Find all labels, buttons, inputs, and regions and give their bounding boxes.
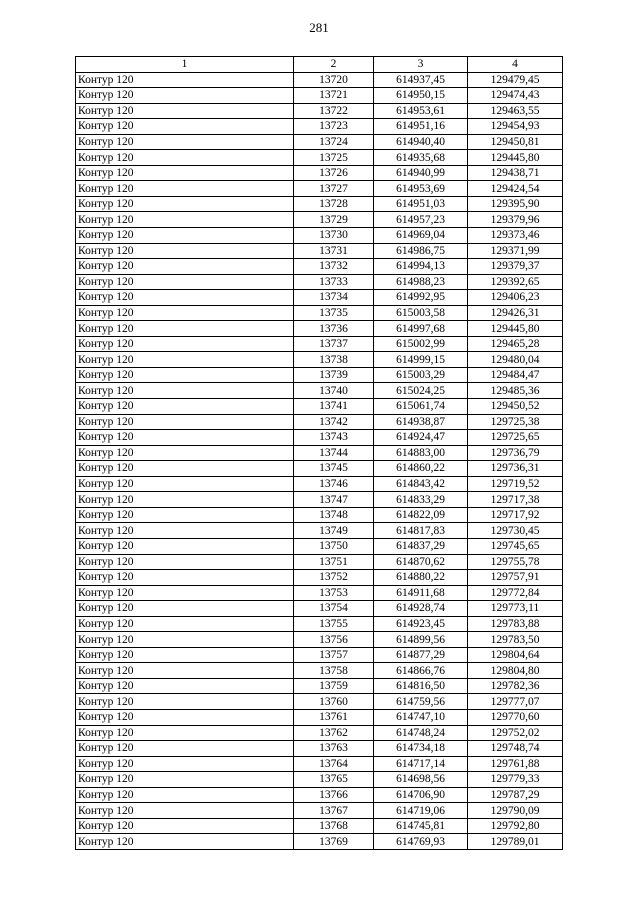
x-coordinate-cell: 614698,56 (374, 772, 468, 788)
contour-name-cell: Контур 120 (76, 554, 294, 570)
x-coordinate-cell: 614928,74 (374, 601, 468, 617)
point-number-cell: 13755 (294, 616, 374, 632)
point-number-cell: 13736 (294, 321, 374, 337)
point-number-cell: 13752 (294, 570, 374, 586)
y-coordinate-cell: 129789,01 (468, 834, 563, 850)
y-coordinate-cell: 129438,71 (468, 165, 563, 181)
point-number-cell: 13748 (294, 507, 374, 523)
column-header: 4 (468, 57, 563, 73)
contour-name-cell: Контур 120 (76, 725, 294, 741)
contour-name-cell: Контур 120 (76, 834, 294, 850)
contour-name-cell: Контур 120 (76, 399, 294, 415)
y-coordinate-cell: 129484,47 (468, 367, 563, 383)
column-header: 1 (76, 57, 294, 73)
table-row (76, 461, 563, 477)
point-number-cell: 13745 (294, 461, 374, 477)
point-number-cell: 13727 (294, 181, 374, 197)
table-row (76, 367, 563, 383)
x-coordinate-cell: 614923,45 (374, 616, 468, 632)
table-row (76, 274, 563, 290)
x-coordinate-cell: 615002,99 (374, 336, 468, 352)
point-number-cell: 13744 (294, 445, 374, 461)
table-row (76, 523, 563, 539)
point-number-cell: 13722 (294, 103, 374, 119)
contour-name-cell: Контур 120 (76, 616, 294, 632)
point-number-cell: 13757 (294, 647, 374, 663)
y-coordinate-cell: 129717,92 (468, 507, 563, 523)
table-row (76, 445, 563, 461)
table-row (76, 103, 563, 119)
x-coordinate-cell: 615003,58 (374, 305, 468, 321)
table-row (76, 243, 563, 259)
table-row (76, 336, 563, 352)
x-coordinate-cell: 614706,90 (374, 787, 468, 803)
point-number-cell: 13768 (294, 818, 374, 834)
y-coordinate-cell: 129392,65 (468, 274, 563, 290)
point-number-cell: 13763 (294, 741, 374, 757)
table-row (76, 228, 563, 244)
point-number-cell: 13747 (294, 492, 374, 508)
y-coordinate-cell: 129445,80 (468, 150, 563, 166)
x-coordinate-cell: 614992,95 (374, 290, 468, 306)
contour-name-cell: Контур 120 (76, 570, 294, 586)
y-coordinate-cell: 129787,29 (468, 787, 563, 803)
table-row (76, 196, 563, 212)
contour-name-cell: Контур 120 (76, 72, 294, 88)
x-coordinate-cell: 614957,23 (374, 212, 468, 228)
contour-name-cell: Контур 120 (76, 228, 294, 244)
contour-name-cell: Контур 120 (76, 647, 294, 663)
y-coordinate-cell: 129373,46 (468, 228, 563, 244)
x-coordinate-cell: 614969,04 (374, 228, 468, 244)
y-coordinate-cell: 129757,91 (468, 570, 563, 586)
contour-name-cell: Контур 120 (76, 336, 294, 352)
contour-name-cell: Контур 120 (76, 601, 294, 617)
contour-name-cell: Контур 120 (76, 818, 294, 834)
y-coordinate-cell: 129725,38 (468, 414, 563, 430)
contour-name-cell: Контур 120 (76, 212, 294, 228)
page-number: 281 (309, 20, 329, 35)
table-row (76, 818, 563, 834)
x-coordinate-cell: 614719,06 (374, 803, 468, 819)
y-coordinate-cell: 129719,52 (468, 476, 563, 492)
contour-name-cell: Контур 120 (76, 694, 294, 710)
x-coordinate-cell: 614994,13 (374, 259, 468, 275)
y-coordinate-cell: 129474,43 (468, 88, 563, 104)
table-row (76, 476, 563, 492)
x-coordinate-cell: 614940,40 (374, 134, 468, 150)
point-number-cell: 13734 (294, 290, 374, 306)
point-number-cell: 13739 (294, 367, 374, 383)
x-coordinate-cell: 614953,69 (374, 181, 468, 197)
table-row (76, 570, 563, 586)
y-coordinate-cell: 129395,90 (468, 196, 563, 212)
contour-name-cell: Контур 120 (76, 476, 294, 492)
contour-name-cell: Контур 120 (76, 741, 294, 757)
point-number-cell: 13723 (294, 119, 374, 135)
point-number-cell: 13741 (294, 399, 374, 415)
point-number-cell: 13754 (294, 601, 374, 617)
x-coordinate-cell: 614822,09 (374, 507, 468, 523)
contour-name-cell: Контур 120 (76, 632, 294, 648)
point-number-cell: 13760 (294, 694, 374, 710)
y-coordinate-cell: 129792,80 (468, 818, 563, 834)
point-number-cell: 13733 (294, 274, 374, 290)
point-number-cell: 13766 (294, 787, 374, 803)
contour-name-cell: Контур 120 (76, 165, 294, 181)
table-row (76, 694, 563, 710)
point-number-cell: 13724 (294, 134, 374, 150)
x-coordinate-cell: 614951,16 (374, 119, 468, 135)
contour-name-cell: Контур 120 (76, 507, 294, 523)
contour-name-cell: Контур 120 (76, 290, 294, 306)
contour-name-cell: Контур 120 (76, 461, 294, 477)
contour-name-cell: Контур 120 (76, 134, 294, 150)
coordinates-table (75, 56, 563, 850)
x-coordinate-cell: 614988,23 (374, 274, 468, 290)
point-number-cell: 13753 (294, 585, 374, 601)
y-coordinate-cell: 129379,37 (468, 259, 563, 275)
table-row (76, 834, 563, 850)
point-number-cell: 13759 (294, 678, 374, 694)
contour-name-cell: Контур 120 (76, 414, 294, 430)
table-row (76, 725, 563, 741)
contour-name-cell: Контур 120 (76, 756, 294, 772)
x-coordinate-cell: 614938,87 (374, 414, 468, 430)
table-row (76, 492, 563, 508)
y-coordinate-cell: 129804,80 (468, 663, 563, 679)
contour-name-cell: Контур 120 (76, 663, 294, 679)
x-coordinate-cell: 614951,03 (374, 196, 468, 212)
y-coordinate-cell: 129736,31 (468, 461, 563, 477)
point-number-cell: 13761 (294, 709, 374, 725)
contour-name-cell: Контур 120 (76, 678, 294, 694)
contour-name-cell: Контур 120 (76, 181, 294, 197)
table-body (76, 72, 563, 849)
y-coordinate-cell: 129777,07 (468, 694, 563, 710)
contour-name-cell: Контур 120 (76, 352, 294, 368)
x-coordinate-cell: 615061,74 (374, 399, 468, 415)
table-row (76, 305, 563, 321)
contour-name-cell: Контур 120 (76, 259, 294, 275)
contour-name-cell: Контур 120 (76, 803, 294, 819)
point-number-cell: 13746 (294, 476, 374, 492)
x-coordinate-cell: 614747,10 (374, 709, 468, 725)
point-number-cell: 13764 (294, 756, 374, 772)
y-coordinate-cell: 129725,65 (468, 430, 563, 446)
contour-name-cell: Контур 120 (76, 321, 294, 337)
x-coordinate-cell: 615003,29 (374, 367, 468, 383)
contour-name-cell: Контур 120 (76, 103, 294, 119)
y-coordinate-cell: 129752,02 (468, 725, 563, 741)
table-row (76, 585, 563, 601)
contour-name-cell: Контур 120 (76, 150, 294, 166)
x-coordinate-cell: 614843,42 (374, 476, 468, 492)
y-coordinate-cell: 129717,38 (468, 492, 563, 508)
table-row (76, 538, 563, 554)
contour-name-cell: Контур 120 (76, 243, 294, 259)
x-coordinate-cell: 614769,93 (374, 834, 468, 850)
table-row (76, 647, 563, 663)
point-number-cell: 13725 (294, 150, 374, 166)
table-header-row (76, 57, 563, 73)
table-row (76, 181, 563, 197)
x-coordinate-cell: 615024,25 (374, 383, 468, 399)
table-row (76, 616, 563, 632)
y-coordinate-cell: 129450,52 (468, 399, 563, 415)
point-number-cell: 13758 (294, 663, 374, 679)
y-coordinate-cell: 129804,64 (468, 647, 563, 663)
x-coordinate-cell: 614911,68 (374, 585, 468, 601)
point-number-cell: 13742 (294, 414, 374, 430)
y-coordinate-cell: 129770,60 (468, 709, 563, 725)
table-row (76, 134, 563, 150)
y-coordinate-cell: 129783,88 (468, 616, 563, 632)
point-number-cell: 13765 (294, 772, 374, 788)
y-coordinate-cell: 129371,99 (468, 243, 563, 259)
point-number-cell: 13751 (294, 554, 374, 570)
y-coordinate-cell: 129454,93 (468, 119, 563, 135)
table-row (76, 212, 563, 228)
contour-name-cell: Контур 120 (76, 538, 294, 554)
y-coordinate-cell: 129779,33 (468, 772, 563, 788)
x-coordinate-cell: 614745,81 (374, 818, 468, 834)
point-number-cell: 13756 (294, 632, 374, 648)
x-coordinate-cell: 614950,15 (374, 88, 468, 104)
contour-name-cell: Контур 120 (76, 367, 294, 383)
table-row (76, 165, 563, 181)
y-coordinate-cell: 129782,36 (468, 678, 563, 694)
table-row (76, 554, 563, 570)
y-coordinate-cell: 129748,74 (468, 741, 563, 757)
x-coordinate-cell: 614817,83 (374, 523, 468, 539)
point-number-cell: 13721 (294, 88, 374, 104)
point-number-cell: 13729 (294, 212, 374, 228)
x-coordinate-cell: 614877,29 (374, 647, 468, 663)
y-coordinate-cell: 129424,54 (468, 181, 563, 197)
x-coordinate-cell: 614860,22 (374, 461, 468, 477)
contour-name-cell: Контур 120 (76, 709, 294, 725)
y-coordinate-cell: 129445,80 (468, 321, 563, 337)
table-row (76, 507, 563, 523)
x-coordinate-cell: 614935,68 (374, 150, 468, 166)
y-coordinate-cell: 129790,09 (468, 803, 563, 819)
table-row (76, 414, 563, 430)
column-header: 2 (294, 57, 374, 73)
y-coordinate-cell: 129730,45 (468, 523, 563, 539)
table-row (76, 741, 563, 757)
table-row (76, 72, 563, 88)
x-coordinate-cell: 614816,50 (374, 678, 468, 694)
x-coordinate-cell: 614748,24 (374, 725, 468, 741)
table-row (76, 321, 563, 337)
x-coordinate-cell: 614866,76 (374, 663, 468, 679)
point-number-cell: 13737 (294, 336, 374, 352)
table-row (76, 663, 563, 679)
table-row (76, 787, 563, 803)
y-coordinate-cell: 129479,45 (468, 72, 563, 88)
column-header: 3 (374, 57, 468, 73)
point-number-cell: 13738 (294, 352, 374, 368)
y-coordinate-cell: 129465,28 (468, 336, 563, 352)
contour-name-cell: Контур 120 (76, 492, 294, 508)
table-row (76, 150, 563, 166)
table-row (76, 399, 563, 415)
contour-name-cell: Контур 120 (76, 119, 294, 135)
contour-name-cell: Контур 120 (76, 523, 294, 539)
table-row (76, 632, 563, 648)
contour-name-cell: Контур 120 (76, 274, 294, 290)
point-number-cell: 13730 (294, 228, 374, 244)
point-number-cell: 13750 (294, 538, 374, 554)
point-number-cell: 13767 (294, 803, 374, 819)
point-number-cell: 13740 (294, 383, 374, 399)
table-row (76, 756, 563, 772)
y-coordinate-cell: 129480,04 (468, 352, 563, 368)
x-coordinate-cell: 614870,62 (374, 554, 468, 570)
y-coordinate-cell: 129761,88 (468, 756, 563, 772)
x-coordinate-cell: 614999,15 (374, 352, 468, 368)
x-coordinate-cell: 614883,00 (374, 445, 468, 461)
x-coordinate-cell: 614717,14 (374, 756, 468, 772)
table-row (76, 352, 563, 368)
y-coordinate-cell: 129755,78 (468, 554, 563, 570)
table-row (76, 88, 563, 104)
point-number-cell: 13769 (294, 834, 374, 850)
contour-name-cell: Контур 120 (76, 772, 294, 788)
point-number-cell: 13732 (294, 259, 374, 275)
y-coordinate-cell: 129773,11 (468, 601, 563, 617)
point-number-cell: 13762 (294, 725, 374, 741)
table-row (76, 803, 563, 819)
x-coordinate-cell: 614880,22 (374, 570, 468, 586)
table-row (76, 678, 563, 694)
point-number-cell: 13726 (294, 165, 374, 181)
contour-name-cell: Контур 120 (76, 430, 294, 446)
point-number-cell: 13720 (294, 72, 374, 88)
y-coordinate-cell: 129379,96 (468, 212, 563, 228)
x-coordinate-cell: 614924,47 (374, 430, 468, 446)
table-row (76, 119, 563, 135)
table-row (76, 259, 563, 275)
x-coordinate-cell: 614937,45 (374, 72, 468, 88)
table-row (76, 709, 563, 725)
y-coordinate-cell: 129745,65 (468, 538, 563, 554)
y-coordinate-cell: 129783,50 (468, 632, 563, 648)
x-coordinate-cell: 614986,75 (374, 243, 468, 259)
contour-name-cell: Контур 120 (76, 585, 294, 601)
x-coordinate-cell: 614734,18 (374, 741, 468, 757)
contour-name-cell: Контур 120 (76, 88, 294, 104)
contour-name-cell: Контур 120 (76, 196, 294, 212)
table-row (76, 290, 563, 306)
point-number-cell: 13749 (294, 523, 374, 539)
table-row (76, 430, 563, 446)
table-row (76, 383, 563, 399)
y-coordinate-cell: 129463,55 (468, 103, 563, 119)
y-coordinate-cell: 129450,81 (468, 134, 563, 150)
contour-name-cell: Контур 120 (76, 445, 294, 461)
y-coordinate-cell: 129736,79 (468, 445, 563, 461)
x-coordinate-cell: 614940,99 (374, 165, 468, 181)
y-coordinate-cell: 129406,23 (468, 290, 563, 306)
point-number-cell: 13728 (294, 196, 374, 212)
x-coordinate-cell: 614833,29 (374, 492, 468, 508)
x-coordinate-cell: 614953,61 (374, 103, 468, 119)
y-coordinate-cell: 129485,36 (468, 383, 563, 399)
table-row (76, 601, 563, 617)
contour-name-cell: Контур 120 (76, 305, 294, 321)
table-row (76, 772, 563, 788)
contour-name-cell: Контур 120 (76, 383, 294, 399)
y-coordinate-cell: 129426,31 (468, 305, 563, 321)
x-coordinate-cell: 614759,56 (374, 694, 468, 710)
contour-name-cell: Контур 120 (76, 787, 294, 803)
x-coordinate-cell: 614997,68 (374, 321, 468, 337)
x-coordinate-cell: 614837,29 (374, 538, 468, 554)
point-number-cell: 13743 (294, 430, 374, 446)
point-number-cell: 13735 (294, 305, 374, 321)
y-coordinate-cell: 129772,84 (468, 585, 563, 601)
x-coordinate-cell: 614899,56 (374, 632, 468, 648)
point-number-cell: 13731 (294, 243, 374, 259)
